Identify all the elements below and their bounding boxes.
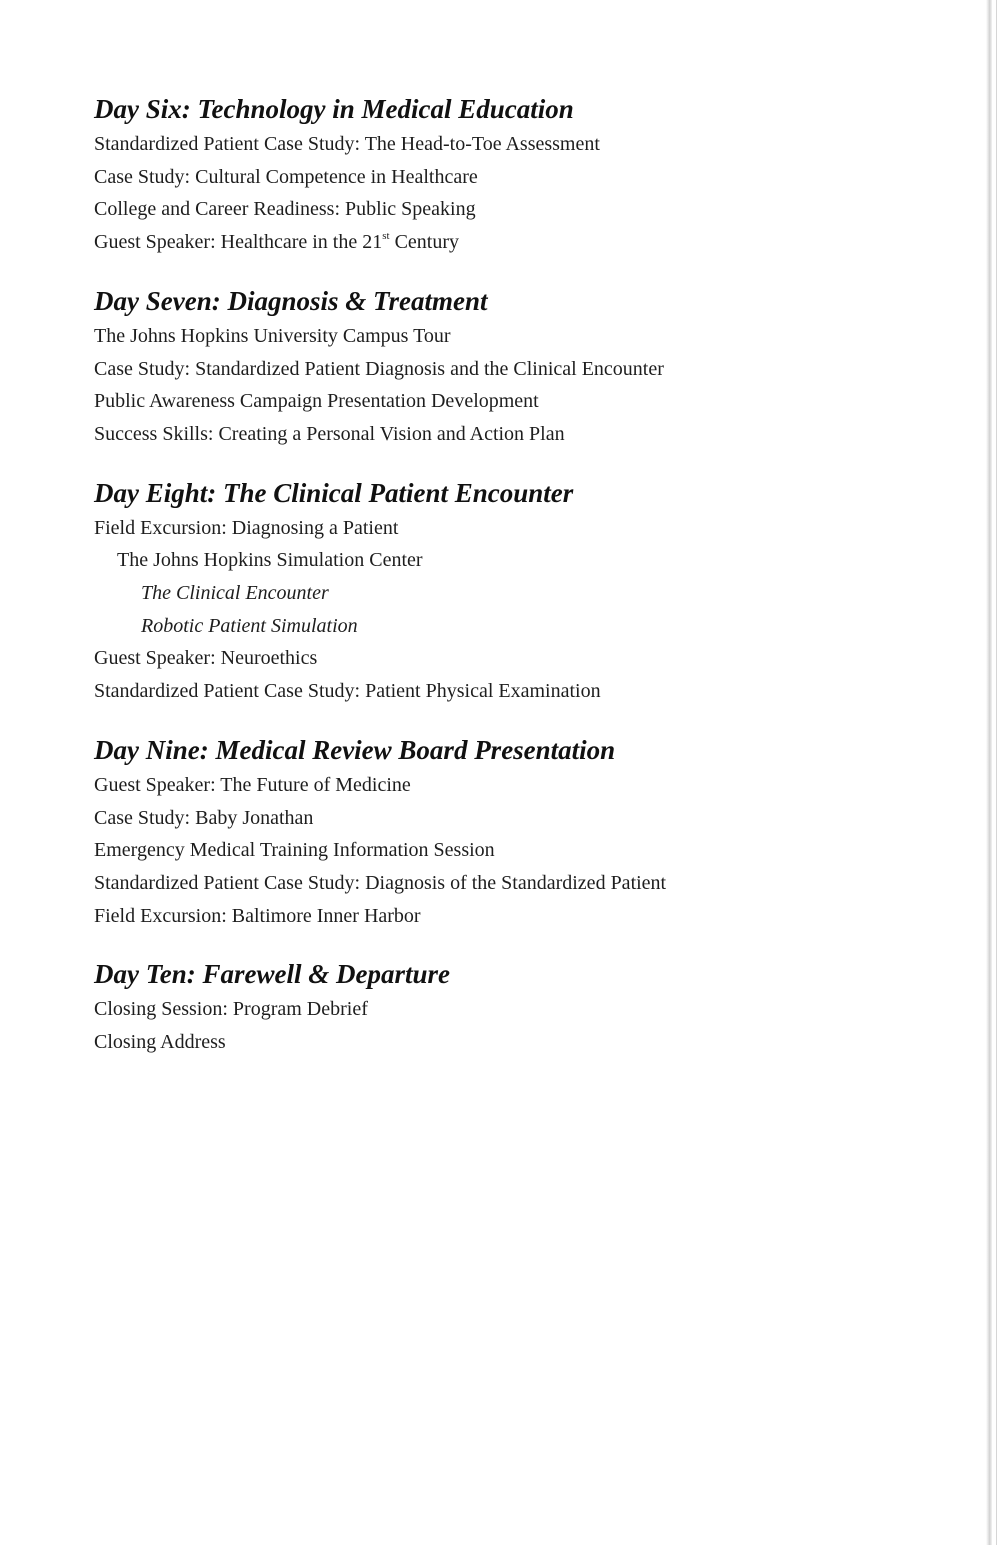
day-section-day-nine: [94, 733, 954, 933]
agenda-list: [94, 320, 954, 451]
agenda-item: [94, 385, 954, 418]
agenda-item: [94, 900, 954, 933]
agenda-subitem: [94, 544, 954, 577]
agenda-item-text: Robotic Patient Simulation: [141, 614, 358, 637]
day-section-day-seven: [94, 284, 954, 451]
day-section-day-eight: [94, 476, 954, 708]
agenda-item: [94, 320, 954, 353]
agenda-item-text: Guest Speaker: Neuroethics: [94, 647, 318, 670]
agenda-item: [94, 1026, 954, 1059]
agenda-item-text: Closing Session: Program Debrief: [94, 998, 368, 1021]
agenda-item-text: Guest Speaker: Healthcare in the 21: [94, 231, 383, 254]
agenda-item-text: Standardized Patient Case Study: Patient Physical Examination: [94, 680, 601, 703]
agenda-subitem: [94, 610, 954, 643]
agenda-item-text: Standardized Patient Case Study: The Head-to-Toe Assessment: [94, 133, 600, 155]
day-section-day-ten: [94, 957, 954, 1058]
agenda-item: [94, 642, 954, 675]
day-title: Day Nine: Medical Review Board Presentation: [94, 734, 616, 765]
agenda-item-text: Success Skills: Creating a Personal Vision and Action Plan: [94, 422, 565, 445]
agenda-list: [94, 512, 954, 708]
day-title: Day Six: Technology in Medical Education: [94, 94, 574, 124]
agenda-item-text: Case Study: Cultural Competence in Healthcare: [94, 165, 478, 188]
agenda-item: [94, 802, 954, 835]
ordinal-suffix: st: [382, 230, 390, 243]
agenda-item: [94, 769, 954, 802]
agenda-item: [94, 867, 954, 900]
agenda-item-text: Guest Speaker: The Future of Medicine: [94, 773, 411, 796]
agenda-item: [94, 418, 954, 451]
agenda-list: [94, 769, 954, 933]
agenda-item-text: The Johns Hopkins University Campus Tour: [94, 324, 451, 347]
agenda-item-text: Field Excursion: Baltimore Inner Harbor: [94, 904, 421, 927]
agenda-item-text: College and Career Readiness: Public Speaking: [94, 198, 476, 221]
agenda-item-text: Case Study: Standardized Patient Diagnosis and the Clinical Encounter: [94, 357, 664, 380]
agenda-item: [94, 353, 954, 386]
agenda-item: [94, 834, 954, 867]
scan-edge-shadow: [986, 0, 992, 1545]
day-title: Day Seven: Diagnosis & Treatment: [94, 285, 488, 316]
agenda-item: [94, 128, 954, 161]
agenda-item-text: Public Awareness Campaign Presentation Development: [94, 390, 539, 413]
agenda-item: [94, 993, 954, 1026]
agenda-subitem: [94, 577, 954, 610]
day-section-day-six: [94, 92, 954, 259]
agenda-list: [94, 128, 954, 259]
agenda-list: [94, 993, 954, 1058]
agenda-item-text: Field Excursion: Diagnosing a Patient: [94, 516, 399, 539]
agenda-item: [94, 512, 954, 545]
agenda-item-text: Standardized Patient Case Study: Diagnosis of the Standardized Patient: [94, 871, 667, 894]
agenda-item: [94, 226, 954, 259]
agenda-item-text: Case Study: Baby Jonathan: [94, 806, 314, 829]
day-title: Day Eight: The Clinical Patient Encounter: [94, 477, 574, 508]
agenda-item: [94, 193, 954, 226]
agenda-item-text: Closing Address: [94, 1031, 226, 1054]
agenda-page: [94, 92, 954, 1084]
agenda-item-text: The Johns Hopkins Simulation Center: [117, 549, 423, 572]
day-title: Day Ten: Farewell & Departure: [94, 959, 450, 990]
scan-edge-line: [996, 0, 997, 1545]
agenda-item-text: Emergency Medical Training Information Session: [94, 839, 495, 862]
agenda-item: [94, 161, 954, 194]
agenda-item-text-tail: Century: [389, 231, 460, 254]
agenda-item: [94, 675, 954, 708]
agenda-item-text: The Clinical Encounter: [141, 582, 329, 605]
